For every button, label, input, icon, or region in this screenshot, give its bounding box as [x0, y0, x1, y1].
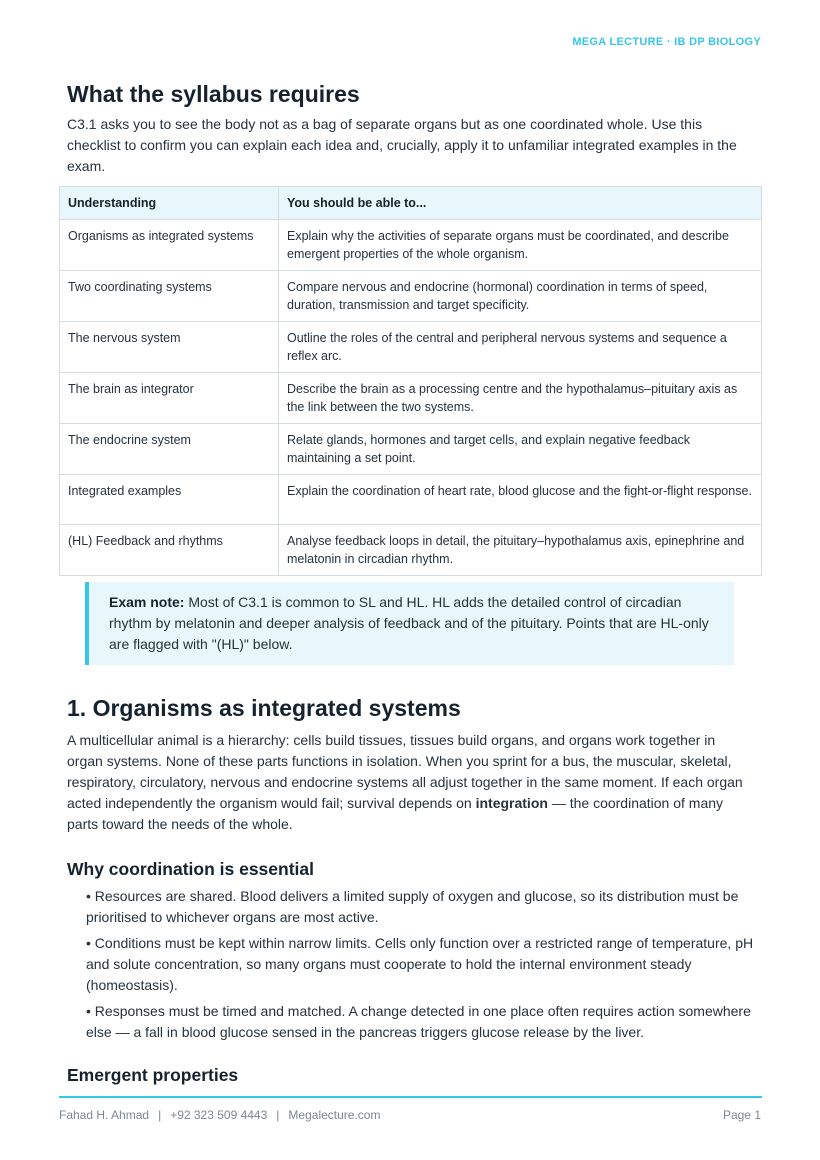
table-row — [60, 220, 762, 271]
table-row — [60, 525, 762, 576]
exam-note-label: Exam note: — [109, 594, 185, 610]
table-cell-understanding: The brain as integrator — [60, 373, 279, 424]
table-row — [60, 322, 762, 373]
table-cell-understanding: The endocrine system — [60, 424, 279, 475]
footer-website: Megalecture.com — [288, 1108, 381, 1122]
table-cell-objective: Compare nervous and endocrine (hormonal) coordination in terms of speed, duration, transmission and target specificity. — [279, 271, 762, 322]
page-number: Page 1 — [722, 1108, 761, 1122]
table-header-row — [60, 187, 762, 220]
table-cell-objective: Explain why the activities of separate organs must be coordinated, and describe emergent properties of the whole organism. — [279, 220, 762, 271]
table-cell-understanding: The nervous system — [60, 322, 279, 373]
section1-text-before: A multicellular animal is a hierarchy: cells build tissues, tissues build organs, and organs work together in organ systems. None of these parts functions in isolation. When you sprint for a bus, the muscular, skeletal, respiratory, circulatory, nervous and endocrine systems all adjust together in the same moment. If each organ acted independently the organism would fail; survival depends on — [67, 732, 743, 811]
subheading-why-coordination: Why coordination is essential — [67, 859, 314, 879]
section1-paragraph — [67, 730, 754, 835]
table-cell-objective: Describe the brain as a processing centre and the hypothalamus–pituitary axis as the link between the two systems. — [279, 373, 762, 424]
section-title-integrated-systems: 1. Organisms as integrated systems — [67, 695, 461, 721]
integration-term: integration — [475, 795, 548, 811]
table-cell-objective: Analyse feedback loops in detail, the pituitary–hypothalamus axis, epinephrine and melatonin in circadian rhythm. — [279, 525, 762, 576]
table-row — [60, 373, 762, 424]
table-row — [60, 424, 762, 475]
table-cell-objective: Outline the roles of the central and peripheral nervous systems and sequence a reflex arc. — [279, 322, 762, 373]
page-content — [59, 78, 762, 1087]
table-cell-understanding: Organisms as integrated systems — [60, 220, 279, 271]
table-cell-understanding: Two coordinating systems — [60, 271, 279, 322]
table-cell-understanding: Integrated examples — [60, 475, 279, 525]
exam-note-callout — [85, 582, 734, 665]
footer-contact — [59, 1108, 380, 1122]
table-row — [60, 475, 762, 525]
table-header-understanding: Understanding — [60, 187, 279, 220]
coordination-bullet-list — [86, 886, 754, 1043]
table-cell-objective: Relate glands, hormones and target cells, and explain negative feedback maintaining a set point. — [279, 424, 762, 475]
running-header: MEGA LECTURE · IB DP BIOLOGY — [572, 36, 761, 48]
table-cell-understanding: (HL) Feedback and rhythms — [60, 525, 279, 576]
syllabus-table — [59, 186, 762, 576]
list-item: • Conditions must be kept within narrow limits. Cells only function over a restricted range of temperature, pH and solute concentration, so many organs must cooperate to hold the internal environment steady (homeostasis). — [86, 935, 754, 993]
list-item: • Responses must be timed and matched. A change detected in one place often requires action somewhere else — a fall in blood glucose sensed in the pancreas triggers glucose release by the liver. — [86, 1003, 751, 1040]
table-cell-objective: Explain the coordination of heart rate, blood glucose and the fight-or-flight response. — [279, 475, 762, 525]
intro-paragraph: C3.1 asks you to see the body not as a bag of separate organs but as one coordinated whole. Use this checklist to confirm you can explain each idea and, crucially, apply it to unfamiliar integrated examples in the exam. — [67, 116, 737, 174]
footer-separator: | — [158, 1108, 162, 1122]
footer-divider — [59, 1096, 762, 1098]
table-row — [60, 271, 762, 322]
table-header-able-to: You should be able to... — [279, 187, 762, 220]
subheading-emergent-properties: Emergent properties — [67, 1065, 239, 1085]
footer-separator: | — [276, 1108, 280, 1122]
footer-phone: +92 323 509 4443 — [170, 1108, 268, 1122]
footer-author: Fahad H. Ahmad — [59, 1108, 150, 1122]
section1-text-after: — the coordination of many parts toward the needs of the whole. — [67, 795, 724, 832]
section-title-syllabus: What the syllabus requires — [67, 81, 360, 107]
exam-note-text: Most of C3.1 is common to SL and HL. HL adds the detailed control of circadian rhythm by melatonin and deeper analysis of feedback and of the pituitary. Points that are HL-only are flagged with "(HL)" below. — [109, 594, 709, 652]
list-item: • Resources are shared. Blood delivers a limited supply of oxygen and glucose, so its distribution must be prioritised to whichever organs are most active. — [86, 888, 739, 925]
